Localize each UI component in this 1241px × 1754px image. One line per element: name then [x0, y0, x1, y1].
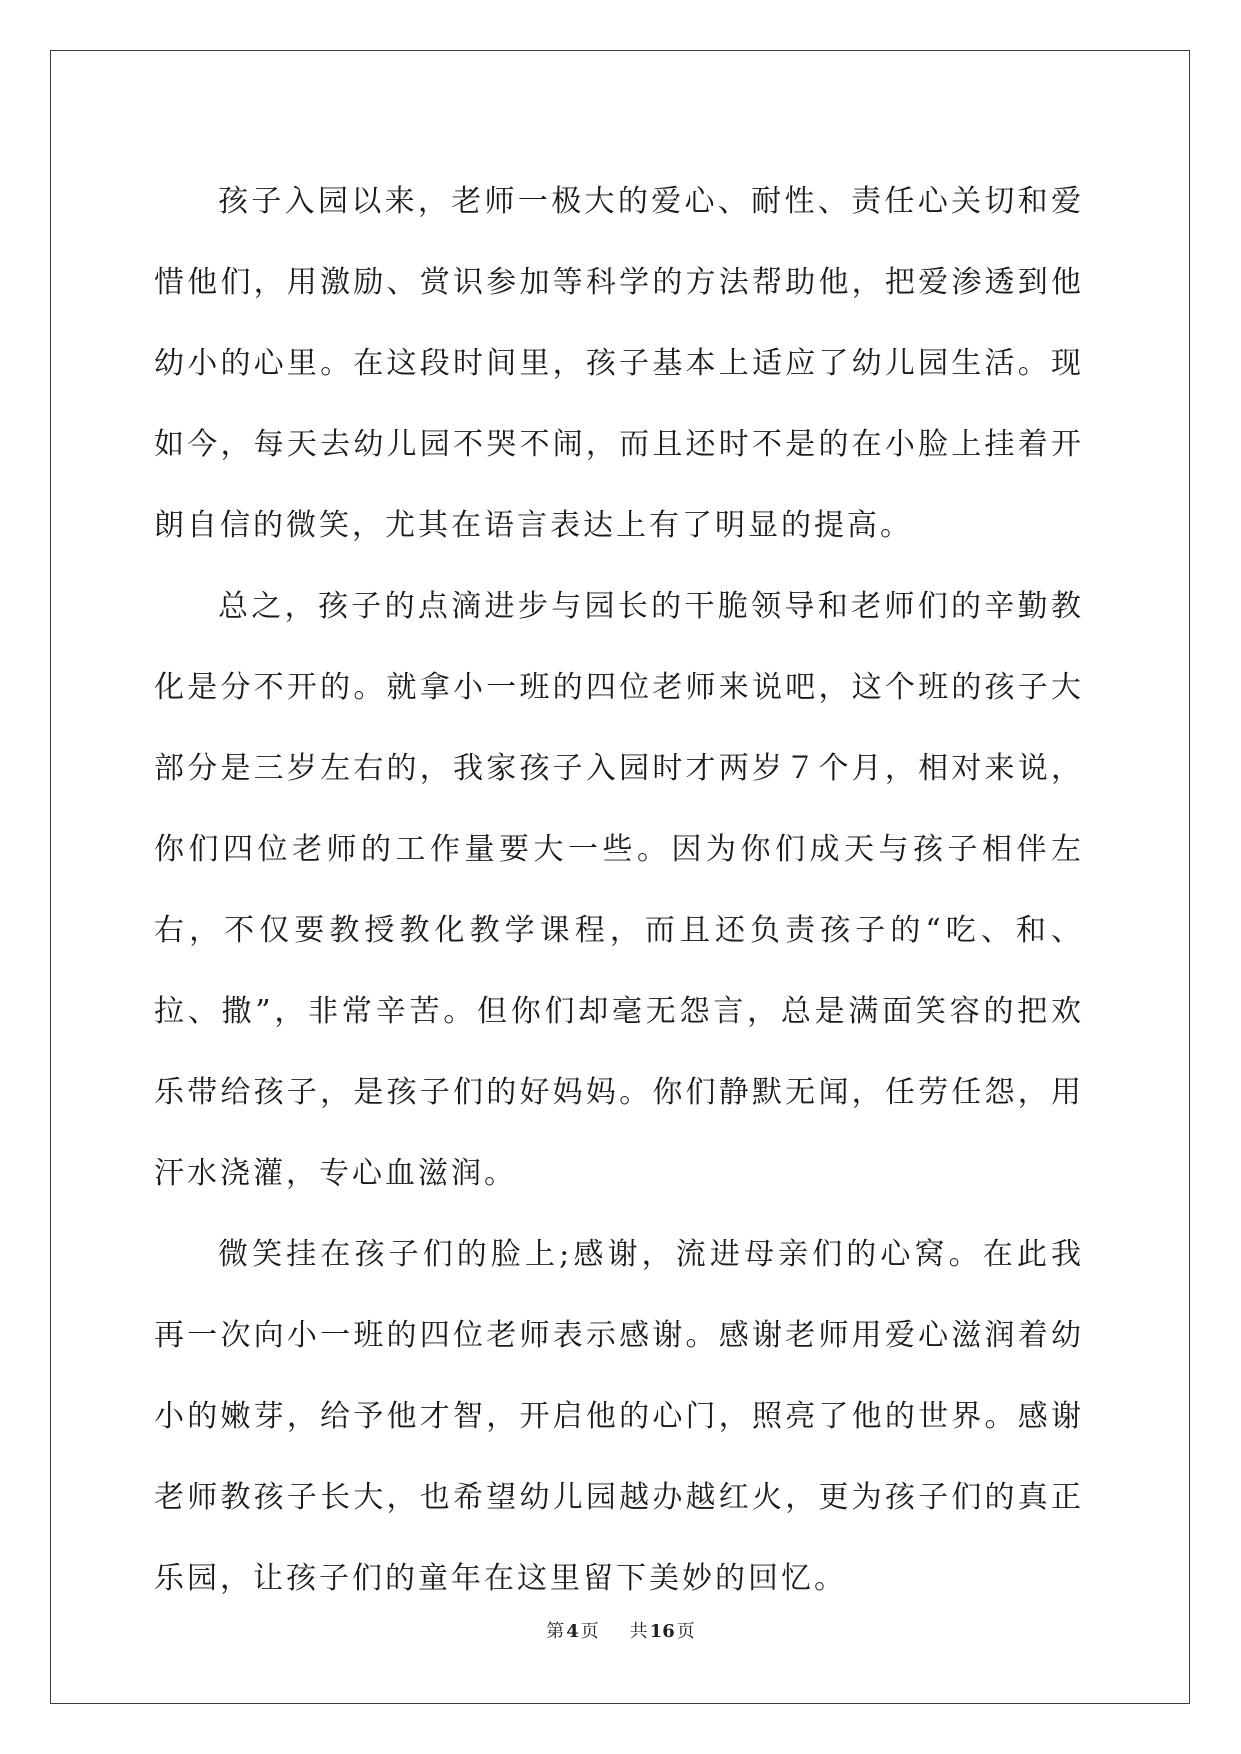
paragraph-1: 孩子入园以来，老师一极大的爱心、耐性、责任心关切和爱惜他们，用激励、赏识参加等科学的方法帮助他，把爱渗透到他幼小的心里。在这段时间里，孩子基本上适应了幼儿园生活。现如今，每天去幼儿园不哭不闹，而且还时不是的在小脸上挂着开朗自信的微笑，尤其在语言表达上有了明显的提高。 — [154, 184, 1084, 543]
page-suffix: 页 — [580, 1621, 599, 1642]
total-prefix: 共 — [629, 1621, 648, 1642]
page-indicator — [544, 1621, 601, 1642]
total-indicator — [628, 1621, 697, 1642]
document-body — [154, 161, 1084, 1619]
total-suffix: 页 — [676, 1621, 695, 1642]
page-number: 4 — [566, 1621, 579, 1642]
paragraph-3: 微笑挂在孩子们的脸上;感谢，流进母亲们的心窝。在此我再一次向小一班的四位老师表示感谢。感谢老师用爱心滋润着幼小的嫩芽，给予他才智，开启他的心门，照亮了他的世界。感谢老师教孩子长大，也希望幼儿园越办越红火，更为孩子们的真正乐园，让孩子们的童年在这里留下美妙的回忆。 — [154, 1237, 1084, 1596]
page-prefix: 第 — [546, 1621, 565, 1642]
page-footer — [0, 1620, 1241, 1644]
total-pages: 16 — [649, 1621, 675, 1642]
paragraph-2: 总之，孩子的点滴进步与园长的干脆领导和老师们的辛勤教化是分不开的。就拿小一班的四位老师来说吧，这个班的孩子大部分是三岁左右的，我家孩子入园时才两岁７个月，相对来说，你们四位老师的工作量要大一些。因为你们成天与孩子相伴左右，不仅要教授教化教学课程，而且还负责孩子的“吃、和、拉、撒”，非常辛苦。但你们却毫无怨言，总是满面笑容的把欢乐带给孩子，是孩子们的好妈妈。你们静默无闻，任劳任怨，用汗水浇灌，专心血滋润。 — [154, 589, 1084, 1191]
